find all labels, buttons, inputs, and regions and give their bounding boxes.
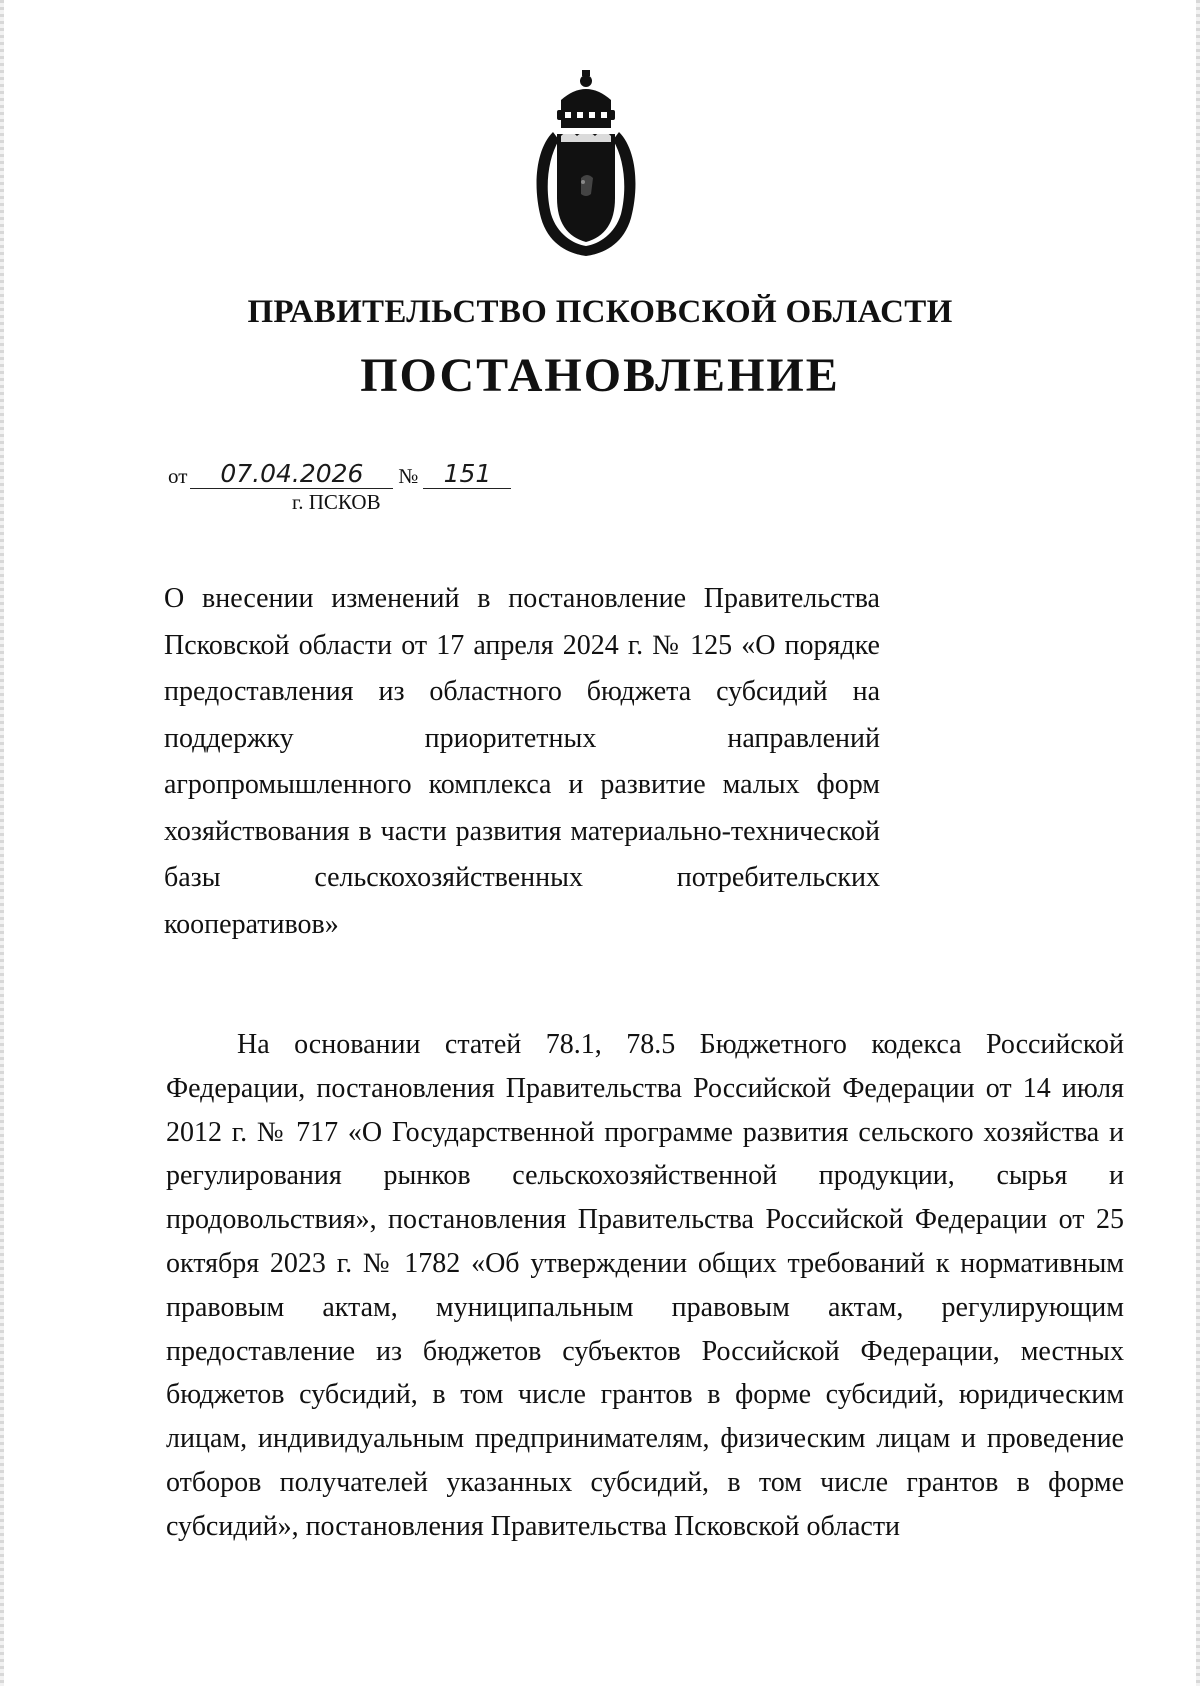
- organization-name: ПРАВИТЕЛЬСТВО ПСКОВСКОЙ ОБЛАСТИ: [247, 294, 953, 330]
- scan-edge-right: [1196, 0, 1200, 1686]
- date-number-line: [168, 460, 511, 490]
- document-subject: О внесении изменений в постановление Правительства Псковской области от 17 апреля 2024 г. № 125 «О порядке предоставления из областного бюджета субсидий на поддержку приоритетных направлений агропромышленного комплекса и развитие малых форм хозяйствования в части развития материально-технической базы сельскохозяйственных потребительских кооперативов»: [164, 583, 880, 940]
- pskov-coat-of-arms-icon: [531, 70, 641, 260]
- document-type: ПОСТАНОВЛЕНИЕ: [360, 349, 840, 402]
- document-number: 151: [423, 460, 511, 489]
- scan-edge-left: [0, 0, 4, 1686]
- document-date: 07.04.2026: [190, 460, 393, 489]
- body-paragraph: На основании статей 78.1, 78.5 Бюджетного кодекса Российской Федерации, постановления Правительства Российской Федерации от 14 июля 2012 г. № 717 «О Государственной программе развития сельского хозяйства и регулирования рынков сельскохозяйственной продукции, сырья и продовольствия», постановления Правительства Российской Федерации от 25 октября 2023 г. № 1782 «Об утверждении общих требований к нормативным правовым актам, муниципальным правовым актам, регулирующим предоставление из бюджетов субъектов Российской Федерации, местных бюджетов субсидий, в том числе грантов в форме субсидий, юридическим лицам, индивидуальным предпринимателям, физическим лицам и проведение отборов получателей указанных субсидий, в том числе грантов в форме субсидий», постановления Правительства Псковской области: [166, 1029, 1124, 1542]
- date-prefix: от: [168, 464, 188, 488]
- city-label: г. ПСКОВ: [292, 490, 381, 514]
- number-prefix: №: [398, 464, 419, 488]
